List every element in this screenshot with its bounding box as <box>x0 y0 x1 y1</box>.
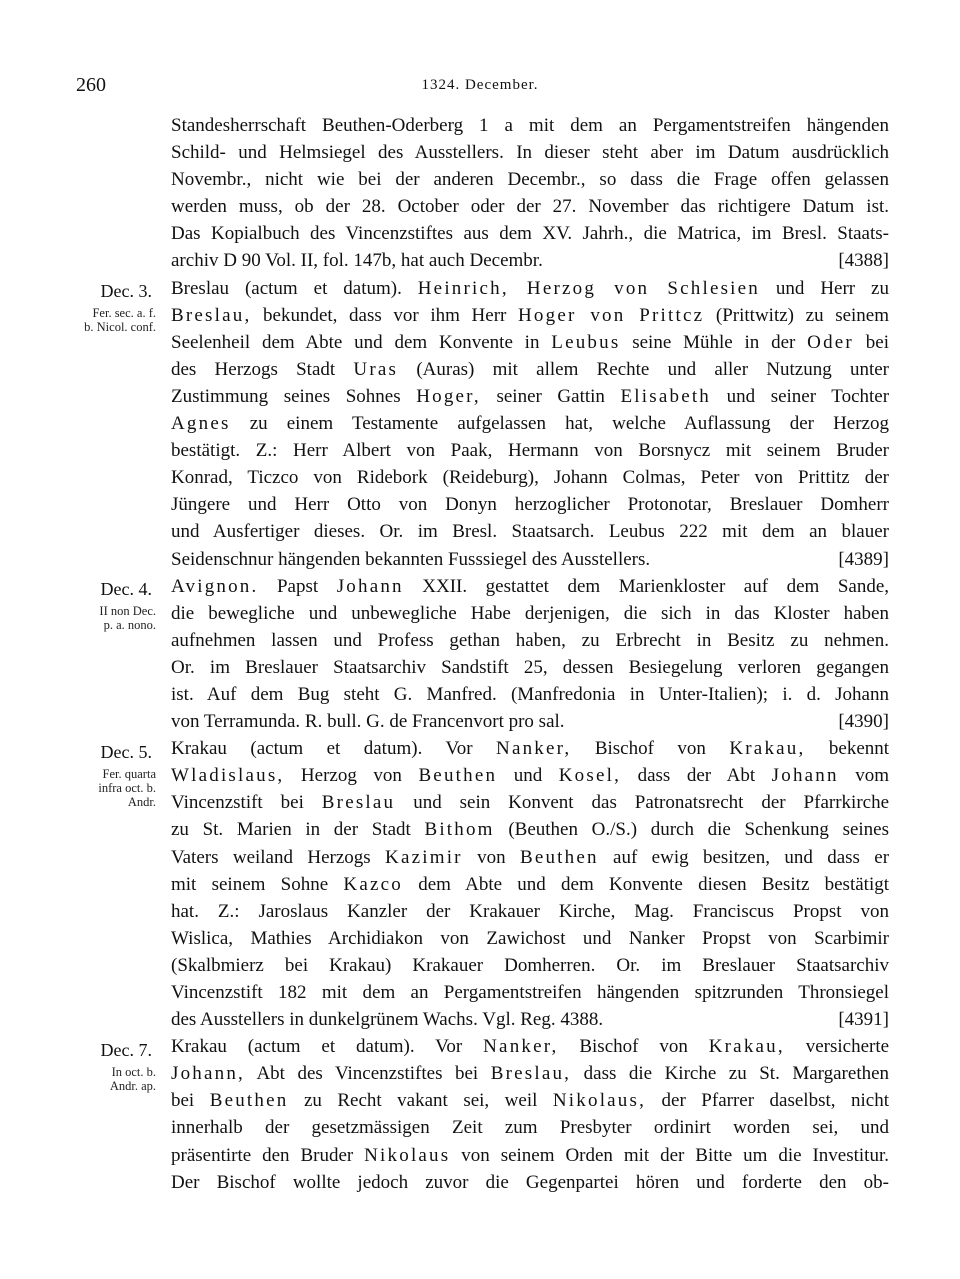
text-line <box>171 383 889 410</box>
margin-note-dec-5 <box>98 767 156 809</box>
text-span: (Auras) mit allem Rechte und aller Nutzung unter <box>416 358 889 380</box>
text-line <box>171 1033 889 1060</box>
text-span: Zustimmung seines Sohnes <box>171 385 401 407</box>
text-line <box>171 247 889 274</box>
text-span: archiv D 90 Vol. II, fol. 147b, hat auch Decembr. <box>171 250 543 272</box>
body-text <box>171 112 889 1196</box>
text-line: innerhalb der gesetzmässigen Zeit zum Presbyter ordinirt worden sei, und <box>171 1117 889 1139</box>
entry-4388 <box>171 112 889 275</box>
spaced-name: Beuthen <box>209 1090 289 1112</box>
spaced-name: Beuthen <box>519 846 599 868</box>
regest-number: [4391] <box>838 1009 889 1031</box>
margin-note-line: Andr. <box>127 795 156 809</box>
spaced-name: Johann <box>336 575 404 597</box>
text-line: Novembr., nicht wie bei der anderen Decembr., so dass die Frage offen gelassen <box>171 169 889 191</box>
text-span: mit seinem Sohne <box>171 873 329 895</box>
text-span: zu Recht vakant sei, weil <box>303 1090 538 1112</box>
text-line <box>171 789 889 816</box>
text-line <box>171 546 889 573</box>
text-span: bei <box>171 1090 195 1112</box>
margin-note-line: b. Nicol. conf. <box>84 320 156 334</box>
text-span: der Pfarrer daselbst, nicht <box>661 1090 889 1112</box>
text-span: auf ewig besitzen, und dass er <box>613 846 889 868</box>
text-span: und seiner Tochter <box>726 385 889 407</box>
text-line <box>171 1060 889 1087</box>
text-span: Abt des Vincenzstiftes bei <box>256 1063 479 1085</box>
text-line: Standesherrschaft Beuthen-Oderberg 1 a mit dem an Pergamentstreifen hängenden <box>171 115 889 136</box>
spaced-name: Kosel, <box>558 765 622 787</box>
place-date: Krakau (actum et datum). <box>171 1036 415 1058</box>
spaced-name: Bithom <box>424 819 495 841</box>
spaced-name: Uras <box>353 358 399 380</box>
text-line <box>171 735 889 762</box>
text-span: XXII. gestattet dem Marienkloster auf dem Sande, <box>422 575 889 597</box>
text-span: dass der Abt <box>637 765 756 787</box>
text-span: zu einem Testamente aufgelassen hat, welche Auflassung der Herzog <box>249 413 889 435</box>
text-span: Herzog von <box>300 765 402 787</box>
text-span: dem Abte und dem Konvente diesen Besitz bestätigt <box>418 873 889 895</box>
margin-note-line: infra oct. b. <box>98 781 156 795</box>
entry-4390 <box>171 573 889 736</box>
margin-note-dec-4 <box>99 604 156 632</box>
spaced-name: Breslau, <box>171 304 252 326</box>
text-span: bei <box>865 331 889 353</box>
text-line <box>171 302 889 329</box>
text-span: und Herr zu <box>775 277 889 299</box>
spaced-name: Nanker, <box>483 1036 559 1058</box>
spaced-name: Nikolaus <box>364 1144 451 1166</box>
place: Avignon. <box>171 575 259 597</box>
text-line: Jüngere und Herr Otto von Donyn herzoglicher Protonotar, Breslauer Domherr <box>171 494 889 516</box>
text-span: Vor <box>435 1036 463 1058</box>
text-line <box>171 708 889 735</box>
place-date: Krakau (actum et datum). <box>171 738 423 760</box>
text-span: Vincenzstift bei <box>171 792 304 814</box>
text-span: versicherte <box>805 1036 889 1058</box>
text-span: bekundet, dass vor ihm Herr <box>263 304 507 326</box>
text-line: werden muss, ob der 28. October oder der 27. November das richtigere Datum ist. <box>171 196 889 218</box>
margin-date-dec-7: Dec. 7. <box>100 1040 152 1060</box>
spaced-name: Nanker, <box>496 738 572 760</box>
page-number: 260 <box>76 74 106 96</box>
text-line: Wislica, Mathies Archidiakon von Zawichost und Nanker Propst von Scarbimir <box>171 927 889 949</box>
text-span: Vor <box>445 738 473 760</box>
text-span: präsentirte den Bruder <box>171 1144 354 1166</box>
entry-4392 <box>171 1033 889 1196</box>
running-head: 1324. December. <box>421 77 539 93</box>
text-line <box>171 573 889 600</box>
text-line <box>171 1087 889 1114</box>
text-span: Papst <box>276 575 319 597</box>
text-span: Bischof von <box>594 738 706 760</box>
text-line: Schild- und Helmsiegel des Ausstellers. In dieser steht aber im Datum ausdrücklich <box>171 142 889 164</box>
text-span: Seidenschnur hängenden bekannten Fusssiegel des Ausstellers. <box>171 548 651 570</box>
text-span: Vaters weiland Herzogs <box>171 846 371 868</box>
text-span: und sein Konvent das Patronatsrecht der Pfarrkirche <box>413 792 889 814</box>
margin-date-dec-3: Dec. 3. <box>100 281 152 301</box>
entry-4391 <box>171 735 889 1033</box>
text-span: von seinem Orden mit der Bitte um die Investitur. <box>461 1144 889 1166</box>
text-line: und Ausfertiger dieses. Or. im Bresl. Staatsarch. Leubus 222 mit dem an blauer <box>171 521 889 543</box>
text-line <box>171 329 889 356</box>
text-span: von <box>477 846 506 868</box>
margin-note-line: Andr. ap. <box>109 1079 156 1093</box>
text-line: Vincenzstift 182 mit dem an Pergamentstreifen hängenden spitzrunden Thronsiegel <box>171 982 889 1003</box>
spaced-name: Nikolaus, <box>552 1090 647 1112</box>
spaced-name: Wladislaus, <box>171 765 285 787</box>
spaced-name: Kazimir <box>385 846 463 868</box>
regest-number: [4388] <box>838 250 889 272</box>
regest-number: [4389] <box>838 548 889 570</box>
margin-note-dec-7 <box>110 1065 156 1093</box>
text-line: bestätigt. Z.: Herr Albert von Paak, Hermann von Borsnycz mit seinem Bruder <box>171 440 889 462</box>
text-span: seine Mühle in der <box>632 331 796 353</box>
text-line <box>171 1142 889 1169</box>
place-date: Breslau (actum et datum). <box>171 277 402 299</box>
text-span: dass die Kirche zu St. Margarethen <box>583 1063 889 1085</box>
margin-note-line: Fer. quarta <box>102 767 156 781</box>
text-line: ist. Auf dem Bug steht G. Manfred. (Manfredonia in Unter-Italien); i. d. Johann <box>171 683 889 705</box>
spaced-name: Beuthen <box>418 765 498 787</box>
spaced-name: Krakau, <box>708 1036 785 1058</box>
margin-note-line: Fer. sec. a. f. <box>92 306 156 320</box>
text-line: (Skalbmierz bei Krakau) Krakauer Domherren. Or. im Breslauer Staatsarchiv <box>171 954 889 976</box>
spaced-name: Elisabeth <box>620 385 712 407</box>
text-line: die bewegliche und unbewegliche Habe derjenigen, die sich in das Kloster haben <box>171 602 889 624</box>
margin-date-dec-5: Dec. 5. <box>100 742 152 762</box>
margin-note-dec-3 <box>84 306 156 334</box>
text-line: Das Kopialbuch des Vincenzstiftes aus dem XV. Jahrh., die Matrica, im Bresl. Staats- <box>171 223 889 245</box>
entry-4389 <box>171 275 889 573</box>
text-span: Bischof von <box>579 1036 688 1058</box>
text-span: bekennt <box>828 738 889 760</box>
spaced-name: Kazco <box>343 873 403 895</box>
text-line: aufnehmen lassen und Profess gethan haben, zu Erbrecht in Besitz zu nehmen. <box>171 629 889 651</box>
text-line <box>171 762 889 789</box>
spaced-name: Hoger von Prittcz <box>518 304 705 326</box>
text-span: von Terramunda. R. bull. G. de Francenvort pro sal. <box>171 711 565 733</box>
text-line <box>171 410 889 437</box>
text-span: (Prittwitz) zu seinem <box>715 304 889 326</box>
spaced-name: Krakau, <box>729 738 806 760</box>
text-line: Der Bischof wollte jedoch zuvor die Gegenpartei hören und forderte den ob- <box>171 1171 889 1193</box>
text-span: seiner Gattin <box>496 385 605 407</box>
spaced-name: Johann, <box>171 1063 245 1085</box>
text-line: hat. Z.: Jaroslaus Kanzler der Krakauer Kirche, Mag. Franciscus Propst von <box>171 900 889 922</box>
margin-note-line: p. a. nono. <box>103 618 156 632</box>
spaced-name: Agnes <box>171 413 231 435</box>
text-line: Or. im Breslauer Staatsarchiv Sandstift 25, dessen Besiegelung verloren gegangen <box>171 656 889 678</box>
text-line <box>171 1006 889 1033</box>
text-line <box>171 356 889 383</box>
text-span: des Herzogs Stadt <box>171 358 336 380</box>
spaced-name: Heinrich, Herzog von Schlesien <box>417 277 760 299</box>
text-line <box>171 871 889 898</box>
spaced-name: Hoger, <box>416 385 481 407</box>
text-line: Konrad, Ticzco von Ridebork (Reideburg), Johann Colmas, Peter von Prittitz der <box>171 467 889 489</box>
spaced-name: Breslau <box>321 792 396 814</box>
regest-number: [4390] <box>838 711 889 733</box>
margin-note-line: II non Dec. <box>99 604 156 618</box>
text-span: Seelenheil dem Abte und dem Konvente in <box>171 331 540 353</box>
text-span: zu St. Marien in der Stadt <box>171 819 411 841</box>
margin-date-dec-4: Dec. 4. <box>100 579 152 599</box>
text-line <box>171 275 889 302</box>
text-span: des Ausstellers in dunkelgrünem Wachs. Vgl. Reg. 4388. <box>171 1009 604 1031</box>
text-span: (Beuthen O./S.) durch die Schenkung seines <box>508 819 889 841</box>
text-span: und <box>513 765 543 787</box>
spaced-name: Breslau, <box>490 1063 572 1085</box>
spaced-name: Oder <box>807 331 854 353</box>
spaced-name: Leubus <box>551 331 621 353</box>
spaced-name: Johann <box>771 765 839 787</box>
text-line <box>171 844 889 871</box>
text-span: vom <box>855 765 889 787</box>
margin-note-line: In oct. b. <box>111 1065 156 1079</box>
text-line <box>171 816 889 843</box>
